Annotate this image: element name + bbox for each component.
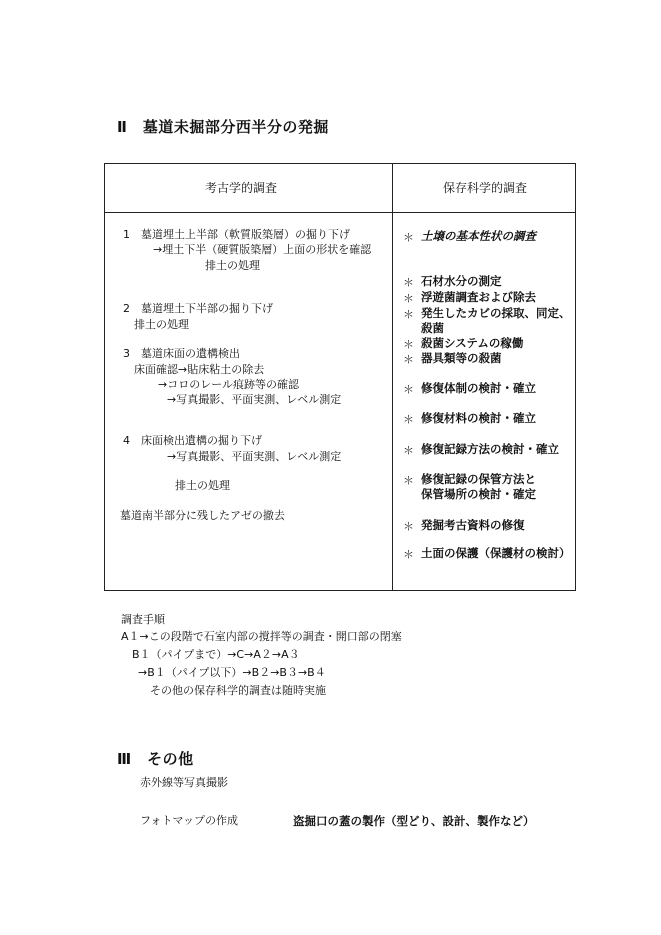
bullet-asterisk: ＊ <box>403 231 414 244</box>
col-header-archaeology: 考古学的調査 <box>205 181 278 195</box>
cons-item6: 器具類等の殺菌 <box>421 351 502 365</box>
arch-item2-sub1: 排土の処理 <box>134 318 189 331</box>
cons-item5: 殺菌システムの稼働 <box>421 336 524 350</box>
bullet-asterisk: ＊ <box>403 413 414 426</box>
cons-item7: 修復体制の検討・確立 <box>421 381 536 395</box>
arch-item4-sub1: →写真撮影、平面実測、レベル測定 <box>167 450 342 463</box>
bullet-asterisk: ＊ <box>403 353 414 366</box>
section3-heading: Ⅲ その他 <box>117 750 194 768</box>
arch-item2-title: 2 墓道埋土下半部の掘り下げ <box>123 302 273 315</box>
arch-item3-title: 3 墓道床面の遺構検出 <box>123 347 240 360</box>
cons-item4-line2: 殺菌 <box>421 321 444 335</box>
cons-item8: 修復材料の検討・確立 <box>421 411 536 425</box>
cons-item10-line1: 修復記録の保管方法と <box>421 472 536 486</box>
procedure-line2: B１（パイプまで）→C→A２→A３ <box>132 648 300 661</box>
procedure-line3: →B１（パイプ以下）→B２→B３→B４ <box>138 666 326 679</box>
arch-item3-sub1: 床面確認→貼床粘土の除去 <box>134 363 265 376</box>
col-header-conservation: 保存科学的調査 <box>443 181 528 195</box>
procedure-line1: A１→この段階で石室内部の撹拌等の調査・開口部の閉塞 <box>121 630 402 643</box>
bullet-asterisk: ＊ <box>403 308 414 321</box>
bullet-asterisk: ＊ <box>403 474 414 487</box>
arch-item4-title: 4 床面検出遺構の掘り下げ <box>123 434 262 447</box>
cons-item9: 修復記録方法の検討・確立 <box>421 442 559 456</box>
arch-item3-sub2: →コロのレール痕跡等の確認 <box>158 378 299 391</box>
bullet-asterisk: ＊ <box>403 520 414 533</box>
cons-item2: 石材水分の測定 <box>421 274 502 288</box>
arch-item1-title: 1 墓道埋土上半部（軟質版築層）の掘り下げ <box>123 228 350 241</box>
table-header-divider <box>105 212 575 213</box>
arch-item4-sub2: 排土の処理 <box>175 479 230 492</box>
cons-item12: 土面の保護（保護材の検討） <box>421 546 571 560</box>
cons-item3: 浮遊菌調査および除去 <box>421 290 536 304</box>
section3-item1: 赤外線等写真撮影 <box>140 776 228 789</box>
bullet-asterisk: ＊ <box>403 276 414 289</box>
arch-item3-sub3: →写真撮影、平面実測、レベル測定 <box>167 393 342 406</box>
section3-item3: 盗掘口の蓋の製作（型どり、設計、製作など） <box>293 814 535 828</box>
bullet-asterisk: ＊ <box>403 292 414 305</box>
cons-item10-line2: 保管場所の検討・確定 <box>421 487 536 501</box>
cons-item11: 発掘考古資料の修復 <box>421 518 525 532</box>
cons-item1: 土壌の基本性状の調査 <box>421 229 536 243</box>
bullet-asterisk: ＊ <box>403 383 414 396</box>
survey-table <box>104 163 576 591</box>
table-column-divider <box>392 164 393 590</box>
arch-item1-sub2: 排土の処理 <box>205 259 260 272</box>
procedure-title: 調査手順 <box>121 613 165 626</box>
cons-item4-line1: 発生したカビの採取、同定、 <box>421 306 571 320</box>
bullet-asterisk: ＊ <box>403 548 414 561</box>
bullet-asterisk: ＊ <box>403 444 414 457</box>
arch-item1-sub1: →埋土下半（硬質版築層）上面の形状を確認 <box>153 243 372 256</box>
arch-item5: 墓道南半部分に残したアゼの撤去 <box>120 509 285 522</box>
procedure-line4: その他の保存科学的調査は随時実施 <box>150 684 326 697</box>
bullet-asterisk: ＊ <box>403 338 414 351</box>
section2-heading: Ⅱ 墓道未掘部分西半分の発掘 <box>117 118 329 136</box>
section3-item2: フォトマップの作成 <box>140 814 239 827</box>
